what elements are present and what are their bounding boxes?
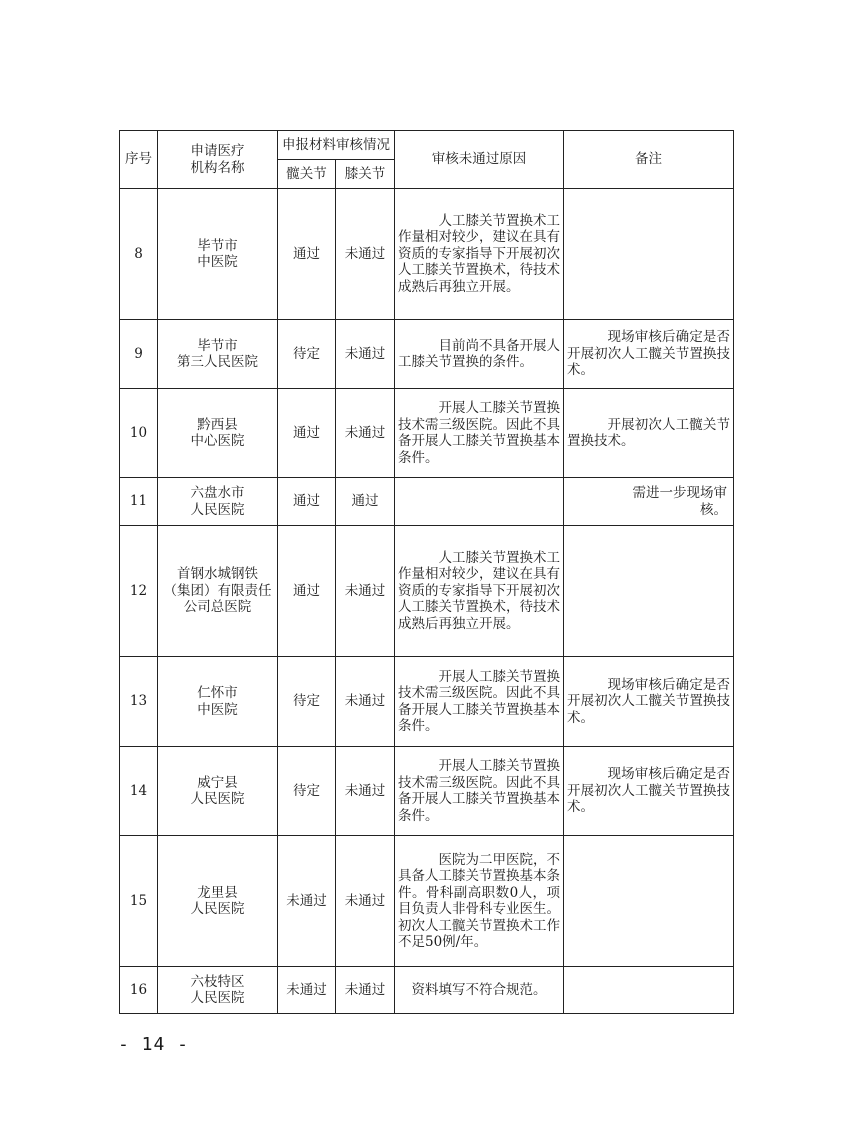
row-remark [564,836,734,967]
table-row [120,320,734,389]
row-remark: 需进一步现场审核。 [564,478,734,526]
row-institution: 黔西县 中心医院 [158,389,278,478]
row-knee-status: 未通过 [336,526,395,657]
header-review-group: 申报材料审核情况 [278,131,395,160]
header-hip: 髋关节 [278,160,336,189]
row-institution: 毕节市 中医院 [158,189,278,320]
row-institution: 六枝特区 人民医院 [158,967,278,1014]
row-hip-status: 未通过 [278,967,336,1014]
row-institution: 毕节市 第三人民医院 [158,320,278,389]
table-row [120,657,734,747]
table-row [120,389,734,478]
row-hip-status: 通过 [278,389,336,478]
row-index: 8 [120,189,158,320]
row-reason: 资料填写不符合规范。 [395,967,564,1014]
header-reason: 审核未通过原因 [395,131,564,189]
row-knee-status: 未通过 [336,189,395,320]
row-remark [564,189,734,320]
row-reason: 开展人工膝关节置换技术需三级医院。因此不具备开展人工膝关节置换基本条件。 [395,747,564,836]
row-index: 13 [120,657,158,747]
row-knee-status: 通过 [336,478,395,526]
row-knee-status: 未通过 [336,836,395,967]
row-knee-status: 未通过 [336,389,395,478]
row-index: 10 [120,389,158,478]
row-reason [395,478,564,526]
row-reason: 目前尚不具备开展人工膝关节置换的条件。 [395,320,564,389]
row-knee-status: 未通过 [336,657,395,747]
table-row [120,478,734,526]
row-institution: 首钢水城钢铁 （集团）有限责任 公司总医院 [158,526,278,657]
row-knee-status: 未通过 [336,747,395,836]
table-row [120,836,734,967]
table-row [120,526,734,657]
row-institution: 六盘水市 人民医院 [158,478,278,526]
row-reason: 人工膝关节置换术工作量相对较少，建议在具有资质的专家指导下开展初次人工膝关节置换术，待技术成熟后再独立开展。 [395,189,564,320]
table-row [120,967,734,1014]
page-number: - 14 - [118,1034,190,1055]
header-institution: 申请医疗 机构名称 [158,131,278,189]
row-institution: 龙里县 人民医院 [158,836,278,967]
table-row [120,189,734,320]
row-knee-status: 未通过 [336,320,395,389]
row-remark: 现场审核后确定是否开展初次人工髋关节置换技术。 [564,747,734,836]
row-index: 15 [120,836,158,967]
row-remark [564,526,734,657]
table-row [120,747,734,836]
row-hip-status: 待定 [278,747,336,836]
header-index: 序号 [120,131,158,189]
row-index: 14 [120,747,158,836]
row-index: 16 [120,967,158,1014]
row-reason: 人工膝关节置换术工作量相对较少，建议在具有资质的专家指导下开展初次人工膝关节置换术，待技术成熟后再独立开展。 [395,526,564,657]
row-reason: 开展人工膝关节置换技术需三级医院。因此不具备开展人工膝关节置换基本条件。 [395,389,564,478]
review-table [119,130,734,1014]
row-index: 12 [120,526,158,657]
row-index: 9 [120,320,158,389]
row-remark: 现场审核后确定是否开展初次人工髋关节置换技术。 [564,657,734,747]
row-index: 11 [120,478,158,526]
header-remark: 备注 [564,131,734,189]
row-institution: 仁怀市 中医院 [158,657,278,747]
row-hip-status: 通过 [278,526,336,657]
row-hip-status: 通过 [278,189,336,320]
row-reason: 医院为二甲医院，不具备人工膝关节置换基本条件。骨科副高职数0人，项目负责人非骨科专业医生。初次人工髋关节置换术工作不足50例/年。 [395,836,564,967]
row-hip-status: 未通过 [278,836,336,967]
row-remark: 现场审核后确定是否开展初次人工髋关节置换技术。 [564,320,734,389]
header-knee: 膝关节 [336,160,395,189]
row-hip-status: 待定 [278,320,336,389]
row-hip-status: 待定 [278,657,336,747]
row-knee-status: 未通过 [336,967,395,1014]
row-institution: 威宁县 人民医院 [158,747,278,836]
row-remark [564,967,734,1014]
row-remark: 开展初次人工髋关节置换技术。 [564,389,734,478]
row-hip-status: 通过 [278,478,336,526]
row-reason: 开展人工膝关节置换技术需三级医院。因此不具备开展人工膝关节置换基本条件。 [395,657,564,747]
